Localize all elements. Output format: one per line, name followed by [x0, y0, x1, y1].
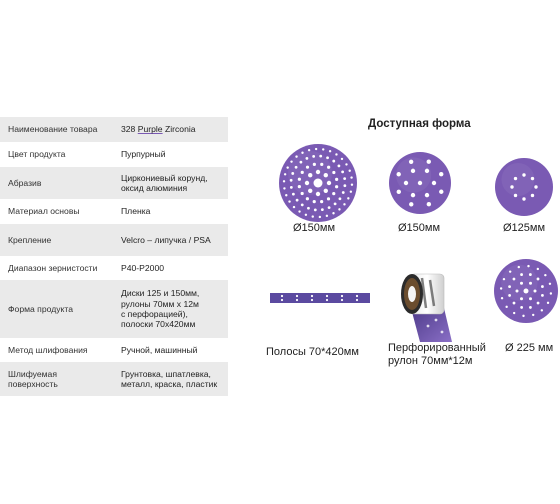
spec-value: Диски 125 и 150мм, рулоны 70мм х 12м с перфорацией), полоски 70х420мм — [115, 280, 228, 338]
spec-row-name — [0, 117, 228, 142]
caption-disc-150-multi: Ø150мм — [293, 222, 336, 234]
brand-accent: Purple — [137, 124, 163, 135]
caption-disc-150-15: Ø150мм — [398, 222, 441, 234]
spec-value: Пленка — [115, 199, 228, 224]
spec-value: Пурпурный — [115, 142, 228, 167]
spec-value: Ручной, машинный — [115, 338, 228, 362]
spec-label: Диапазон зернистости — [0, 256, 115, 280]
spec-label: Крепление — [0, 224, 115, 256]
spec-row-attachment — [0, 224, 228, 256]
spec-value: 328 Purple Zirconia — [115, 117, 228, 142]
spec-row-surface — [0, 362, 228, 396]
spec-row-grit — [0, 256, 228, 280]
spec-label: Шлифуемая поверхность — [0, 362, 115, 396]
caption-roll: Перфорированный рулон 70мм*12м — [388, 342, 486, 367]
spec-row-backing — [0, 199, 228, 224]
disc-150-15hole-image — [388, 151, 452, 215]
strip-image — [270, 291, 370, 305]
spec-label: Абразив — [0, 167, 115, 199]
spec-row-form — [0, 280, 228, 338]
disc-225-image — [493, 258, 559, 324]
spec-row-abrasive — [0, 167, 228, 199]
spec-value: Грунтовка, шпатлевка, металл, краска, пластик — [115, 362, 228, 396]
spec-label: Материал основы — [0, 199, 115, 224]
caption-disc-125: Ø125мм — [503, 222, 546, 234]
disc-150-multihole-image — [278, 143, 358, 223]
forms-heading: Доступная форма — [368, 118, 471, 130]
spec-value: P40-P2000 — [115, 256, 228, 280]
spec-value: Циркониевый корунд, оксид алюминия — [115, 167, 228, 199]
spec-value: Velcro – липучка / PSA — [115, 224, 228, 256]
spec-row-method — [0, 338, 228, 362]
spec-label: Форма продукта — [0, 280, 115, 338]
caption-strip: Полосы 70*420мм — [266, 346, 359, 358]
spec-label: Метод шлифования — [0, 338, 115, 362]
disc-125-image — [494, 157, 554, 217]
spec-row-color — [0, 142, 228, 167]
roll-image — [392, 268, 458, 342]
spec-table — [0, 117, 228, 396]
spec-label: Наименование товара — [0, 117, 115, 142]
spec-label: Цвет продукта — [0, 142, 115, 167]
caption-disc-225: Ø 225 мм — [505, 342, 554, 354]
